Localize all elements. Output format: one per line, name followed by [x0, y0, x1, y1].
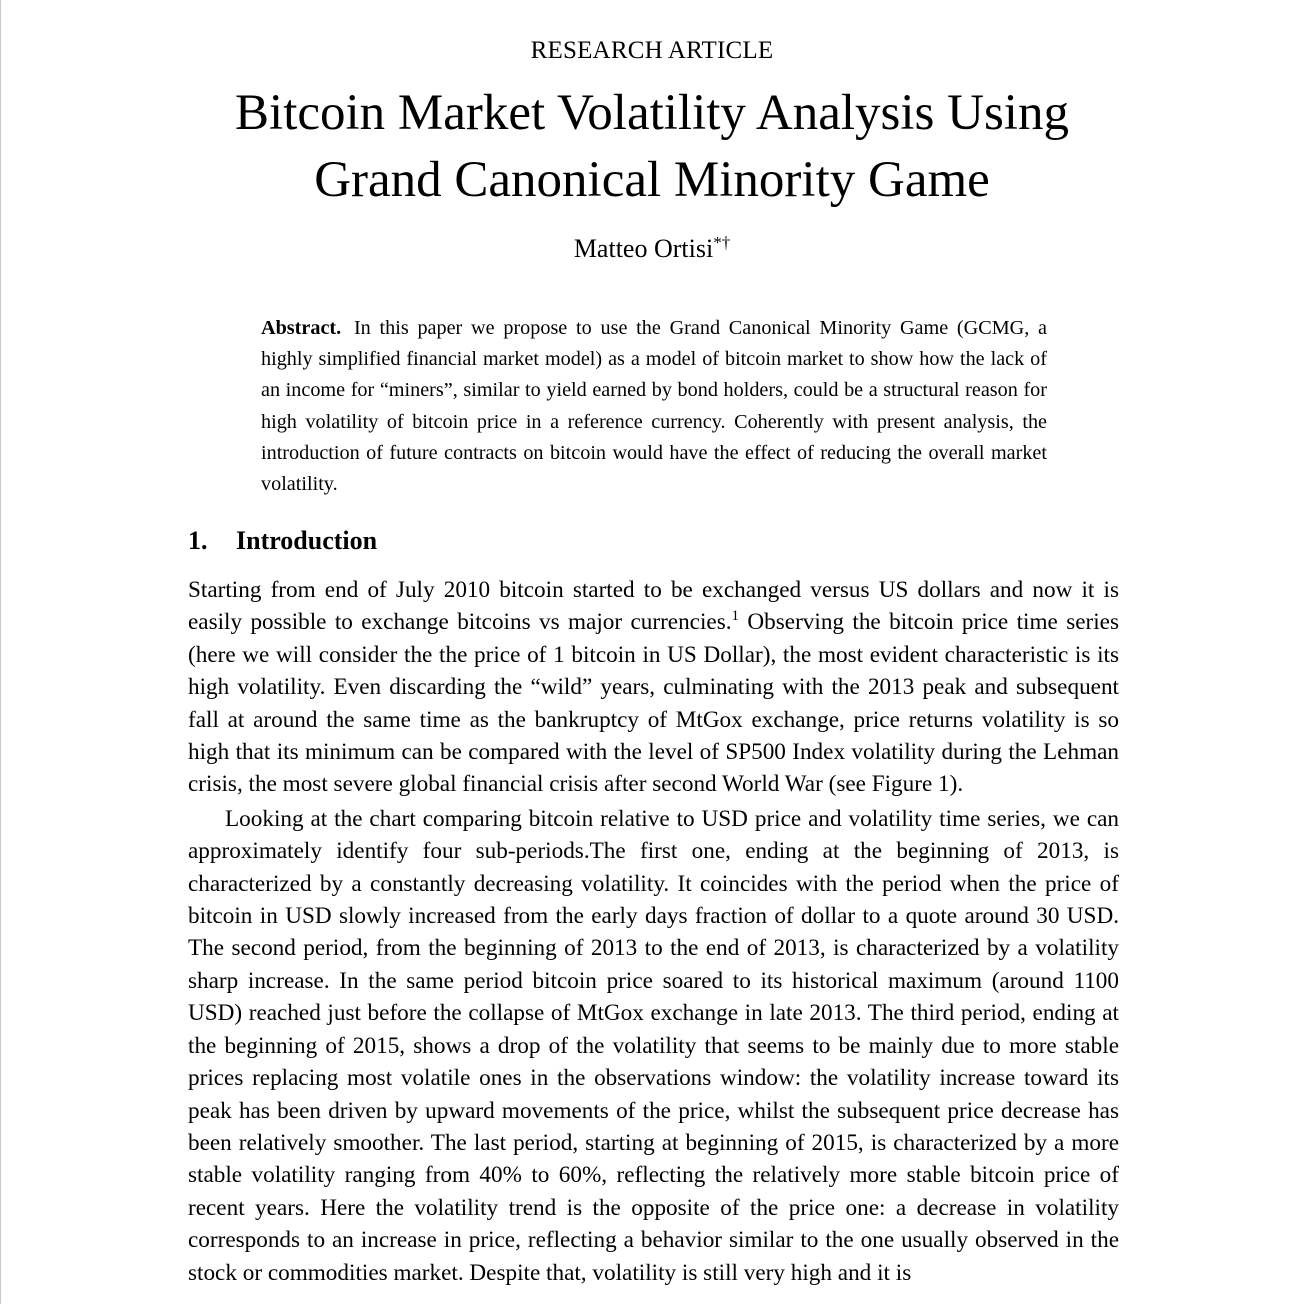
body-text	[188, 574, 1119, 1289]
paper-title	[0, 80, 1304, 214]
article-type-label: RESEARCH ARTICLE	[530, 37, 774, 64]
paragraph-2: Looking at the chart comparing bitcoin relative to USD price and volatility time series, we can approximately identify four sub-periods.The first one, ending at the beginning of 2013, is characterized by a constantly decreasing volatility. It coincides with the period when the price of bitcoin in USD slowly increased from the early days fraction of dollar to a quote around 30 USD. The second period, from the beginning of 2013 to the end of 2013, is characterized by a volatility sharp increase. In the same period bitcoin price soared to its historical maximum (around 1100 USD) reached just before the collapse of MtGox exchange in late 2013. The third period, ending at the beginning of 2015, shows a drop of the volatility that seems to be mainly due to more stable prices replacing most volatile ones in the observations window: the volatility increase toward its peak has been driven by upward movements of the price, whilst the subsequent price decrease has been relatively smoother. The last period, starting at beginning of 2015, is characterized by a more stable volatility ranging from 40% to 60%, reflecting the relatively more stable bitcoin price of recent years. Here the volatility trend is the opposite of the price one: a decrease in volatility corresponds to an increase in price, reflecting a behavior similar to the one usually observed in the stock or commodities market. Despite that, volatility is still very high and it is	[188, 805, 1119, 1286]
paragraph-1-part-2: Observing the bitcoin price time series (here we will consider the the price of 1 bitcoin in US Dollar), the most evident characteristic is its high volatility. Even discarding the “wild” years, culminating with the 2013 peak and subsequent fall at around the same time as the bankruptcy of MtGox exchange, price returns volatility is so high that its minimum can be compared with the level of SP500 Index volatility during the Lehman crisis, the most severe global financial crisis after second World War (see Figure 1).	[188, 609, 1119, 798]
footnote-reference[interactable]: 1	[731, 608, 740, 625]
author-line	[0, 234, 1304, 264]
abstract	[261, 313, 1047, 500]
title-line-1: Bitcoin Market Volatility Analysis Using	[235, 85, 1069, 141]
paragraph-1-part-1: Starting from end of July 2010 bitcoin started to be exchanged versus US dollars and now it is easily possible to exchange bitcoins vs major currencies.	[188, 577, 1119, 636]
section-title: Introduction	[236, 526, 378, 555]
author-name: Matteo Ortisi	[573, 234, 714, 263]
abstract-text: In this paper we propose to use the Grand Canonical Minority Game (GCMG, a highly simplified financial market model) as a model of bitcoin market to show how the lack of an income for “miners”, similar to yield earned by bond holders, could be a structural reason for high volatility of bitcoin price in a reference currency. Coherently with present analysis, the introduction of future contracts on bitcoin would have the effect of reducing the overall market volatility.	[261, 317, 1047, 496]
section-heading-introduction	[188, 526, 377, 556]
author-affiliation-marks: *†	[713, 233, 731, 252]
abstract-label: Abstract.	[261, 317, 342, 339]
title-line-2: Grand Canonical Minority Game	[314, 152, 990, 208]
paragraph-1	[188, 574, 1119, 801]
section-number: 1.	[188, 526, 208, 555]
